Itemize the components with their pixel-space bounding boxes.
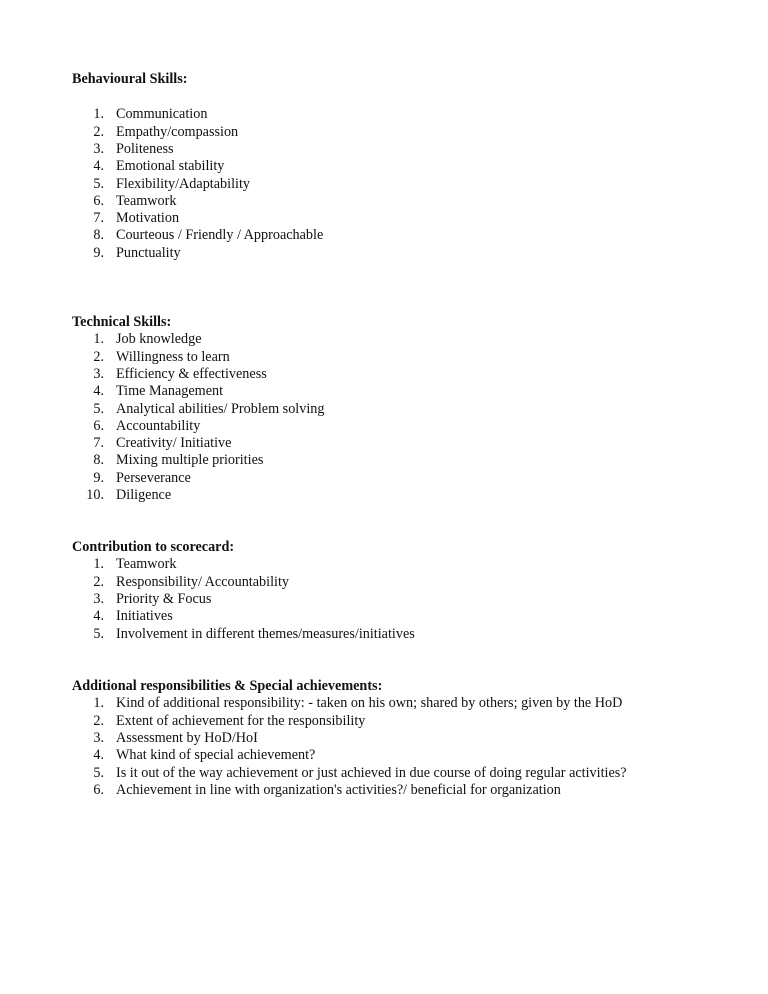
- section-behavioural-skills: [72, 71, 752, 262]
- list-item: [72, 695, 752, 712]
- item-number: 10.: [86, 487, 104, 504]
- list-item: [72, 418, 752, 435]
- item-text: Involvement in different themes/measures/initiatives: [116, 625, 415, 642]
- item-number: 6.: [93, 192, 104, 209]
- item-text: Punctuality: [116, 244, 181, 261]
- item-number: 6.: [93, 417, 104, 434]
- item-text: Courteous / Friendly / Approachable: [116, 227, 324, 244]
- item-number: 3.: [93, 365, 104, 382]
- item-number: 9.: [93, 469, 104, 486]
- list-item: [72, 210, 752, 227]
- item-number: 2.: [93, 712, 104, 729]
- list-item: [72, 487, 752, 504]
- list-item: [72, 591, 752, 608]
- list-item: [72, 349, 752, 366]
- list-item: [72, 713, 752, 730]
- item-number: 9.: [93, 244, 104, 261]
- item-text: Time Management: [116, 383, 224, 400]
- item-number: 7.: [93, 435, 104, 452]
- item-number: 3.: [93, 590, 104, 607]
- list-item: [72, 626, 752, 643]
- list-item: [72, 470, 752, 487]
- list-item: [72, 556, 752, 573]
- item-text: Efficiency & effectiveness: [116, 365, 267, 382]
- item-text: Flexibility/Adaptability: [116, 175, 250, 192]
- list-item: [72, 383, 752, 400]
- item-number: 1.: [93, 556, 104, 573]
- list-item: [72, 452, 752, 469]
- section-contribution-scorecard: [72, 539, 752, 643]
- item-text: What kind of special achievement?: [116, 747, 316, 764]
- item-number: 3.: [93, 729, 104, 746]
- list-item: [72, 747, 752, 764]
- item-number: 4.: [93, 747, 104, 764]
- list-item: [72, 366, 752, 383]
- item-text: Creativity/ Initiative: [116, 435, 232, 452]
- list-item: [72, 124, 752, 141]
- item-text: Achievement in line with organization's activities?/ beneficial for organization: [116, 781, 561, 798]
- item-number: 8.: [93, 452, 104, 469]
- item-text: Extent of achievement for the responsibility: [116, 712, 366, 729]
- contribution-scorecard-list: [72, 556, 752, 642]
- item-text: Initiatives: [116, 608, 173, 625]
- list-item: [72, 730, 752, 747]
- list-item: [72, 245, 752, 262]
- item-text: Teamwork: [116, 556, 177, 573]
- list-item: [72, 435, 752, 452]
- behavioural-skills-list: [72, 106, 752, 262]
- item-text: Assessment by HoD/HoI: [116, 729, 258, 746]
- section-technical-skills: [72, 314, 752, 504]
- item-text: Willingness to learn: [116, 348, 230, 365]
- section-heading: Behavioural Skills:: [72, 71, 188, 87]
- item-text: Kind of additional responsibility: - taken on his own; shared by others; given by the HoD: [116, 695, 623, 712]
- section-heading: Contribution to scorecard:: [72, 539, 235, 555]
- item-number: 4.: [93, 608, 104, 625]
- item-number: 4.: [93, 158, 104, 175]
- additional-responsibilities-list: [72, 695, 752, 799]
- item-number: 2.: [93, 348, 104, 365]
- technical-skills-list: [72, 331, 752, 504]
- item-number: 3.: [93, 140, 104, 157]
- section-heading: Additional responsibilities & Special achievements:: [72, 678, 383, 694]
- list-item: [72, 141, 752, 158]
- item-text: Job knowledge: [116, 331, 202, 348]
- item-text: Responsibility/ Accountability: [116, 573, 289, 590]
- item-text: Diligence: [116, 487, 172, 504]
- list-item: [72, 608, 752, 625]
- item-text: Accountability: [116, 417, 201, 434]
- list-item: [72, 106, 752, 123]
- item-text: Politeness: [116, 140, 174, 157]
- section-additional-responsibilities: [72, 678, 752, 799]
- item-number: 4.: [93, 383, 104, 400]
- item-text: Emotional stability: [116, 158, 225, 175]
- item-number: 1.: [93, 695, 104, 712]
- list-item: [72, 574, 752, 591]
- item-text: Priority & Focus: [116, 590, 212, 607]
- item-number: 6.: [93, 781, 104, 798]
- item-text: Communication: [116, 106, 208, 123]
- item-text: Teamwork: [116, 192, 177, 209]
- list-item: [72, 227, 752, 244]
- list-item: [72, 401, 752, 418]
- item-number: 5.: [93, 175, 104, 192]
- list-item: [72, 158, 752, 175]
- item-number: 5.: [93, 764, 104, 781]
- list-item: [72, 782, 752, 799]
- item-text: Is it out of the way achievement or just achieved in due course of doing regular activities?: [116, 764, 627, 781]
- item-number: 2.: [93, 573, 104, 590]
- item-text: Analytical abilities/ Problem solving: [116, 400, 325, 417]
- item-number: 7.: [93, 210, 104, 227]
- item-number: 5.: [93, 625, 104, 642]
- item-number: 8.: [93, 227, 104, 244]
- item-text: Empathy/compassion: [116, 123, 239, 140]
- item-number: 5.: [93, 400, 104, 417]
- item-text: Mixing multiple priorities: [116, 452, 264, 469]
- list-item: [72, 193, 752, 210]
- list-item: [72, 765, 752, 782]
- section-heading: Technical Skills:: [72, 314, 172, 330]
- list-item: [72, 176, 752, 193]
- item-number: 1.: [93, 106, 104, 123]
- item-text: Motivation: [116, 210, 180, 227]
- item-number: 2.: [93, 123, 104, 140]
- item-text: Perseverance: [116, 469, 191, 486]
- item-number: 1.: [93, 331, 104, 348]
- list-item: [72, 331, 752, 348]
